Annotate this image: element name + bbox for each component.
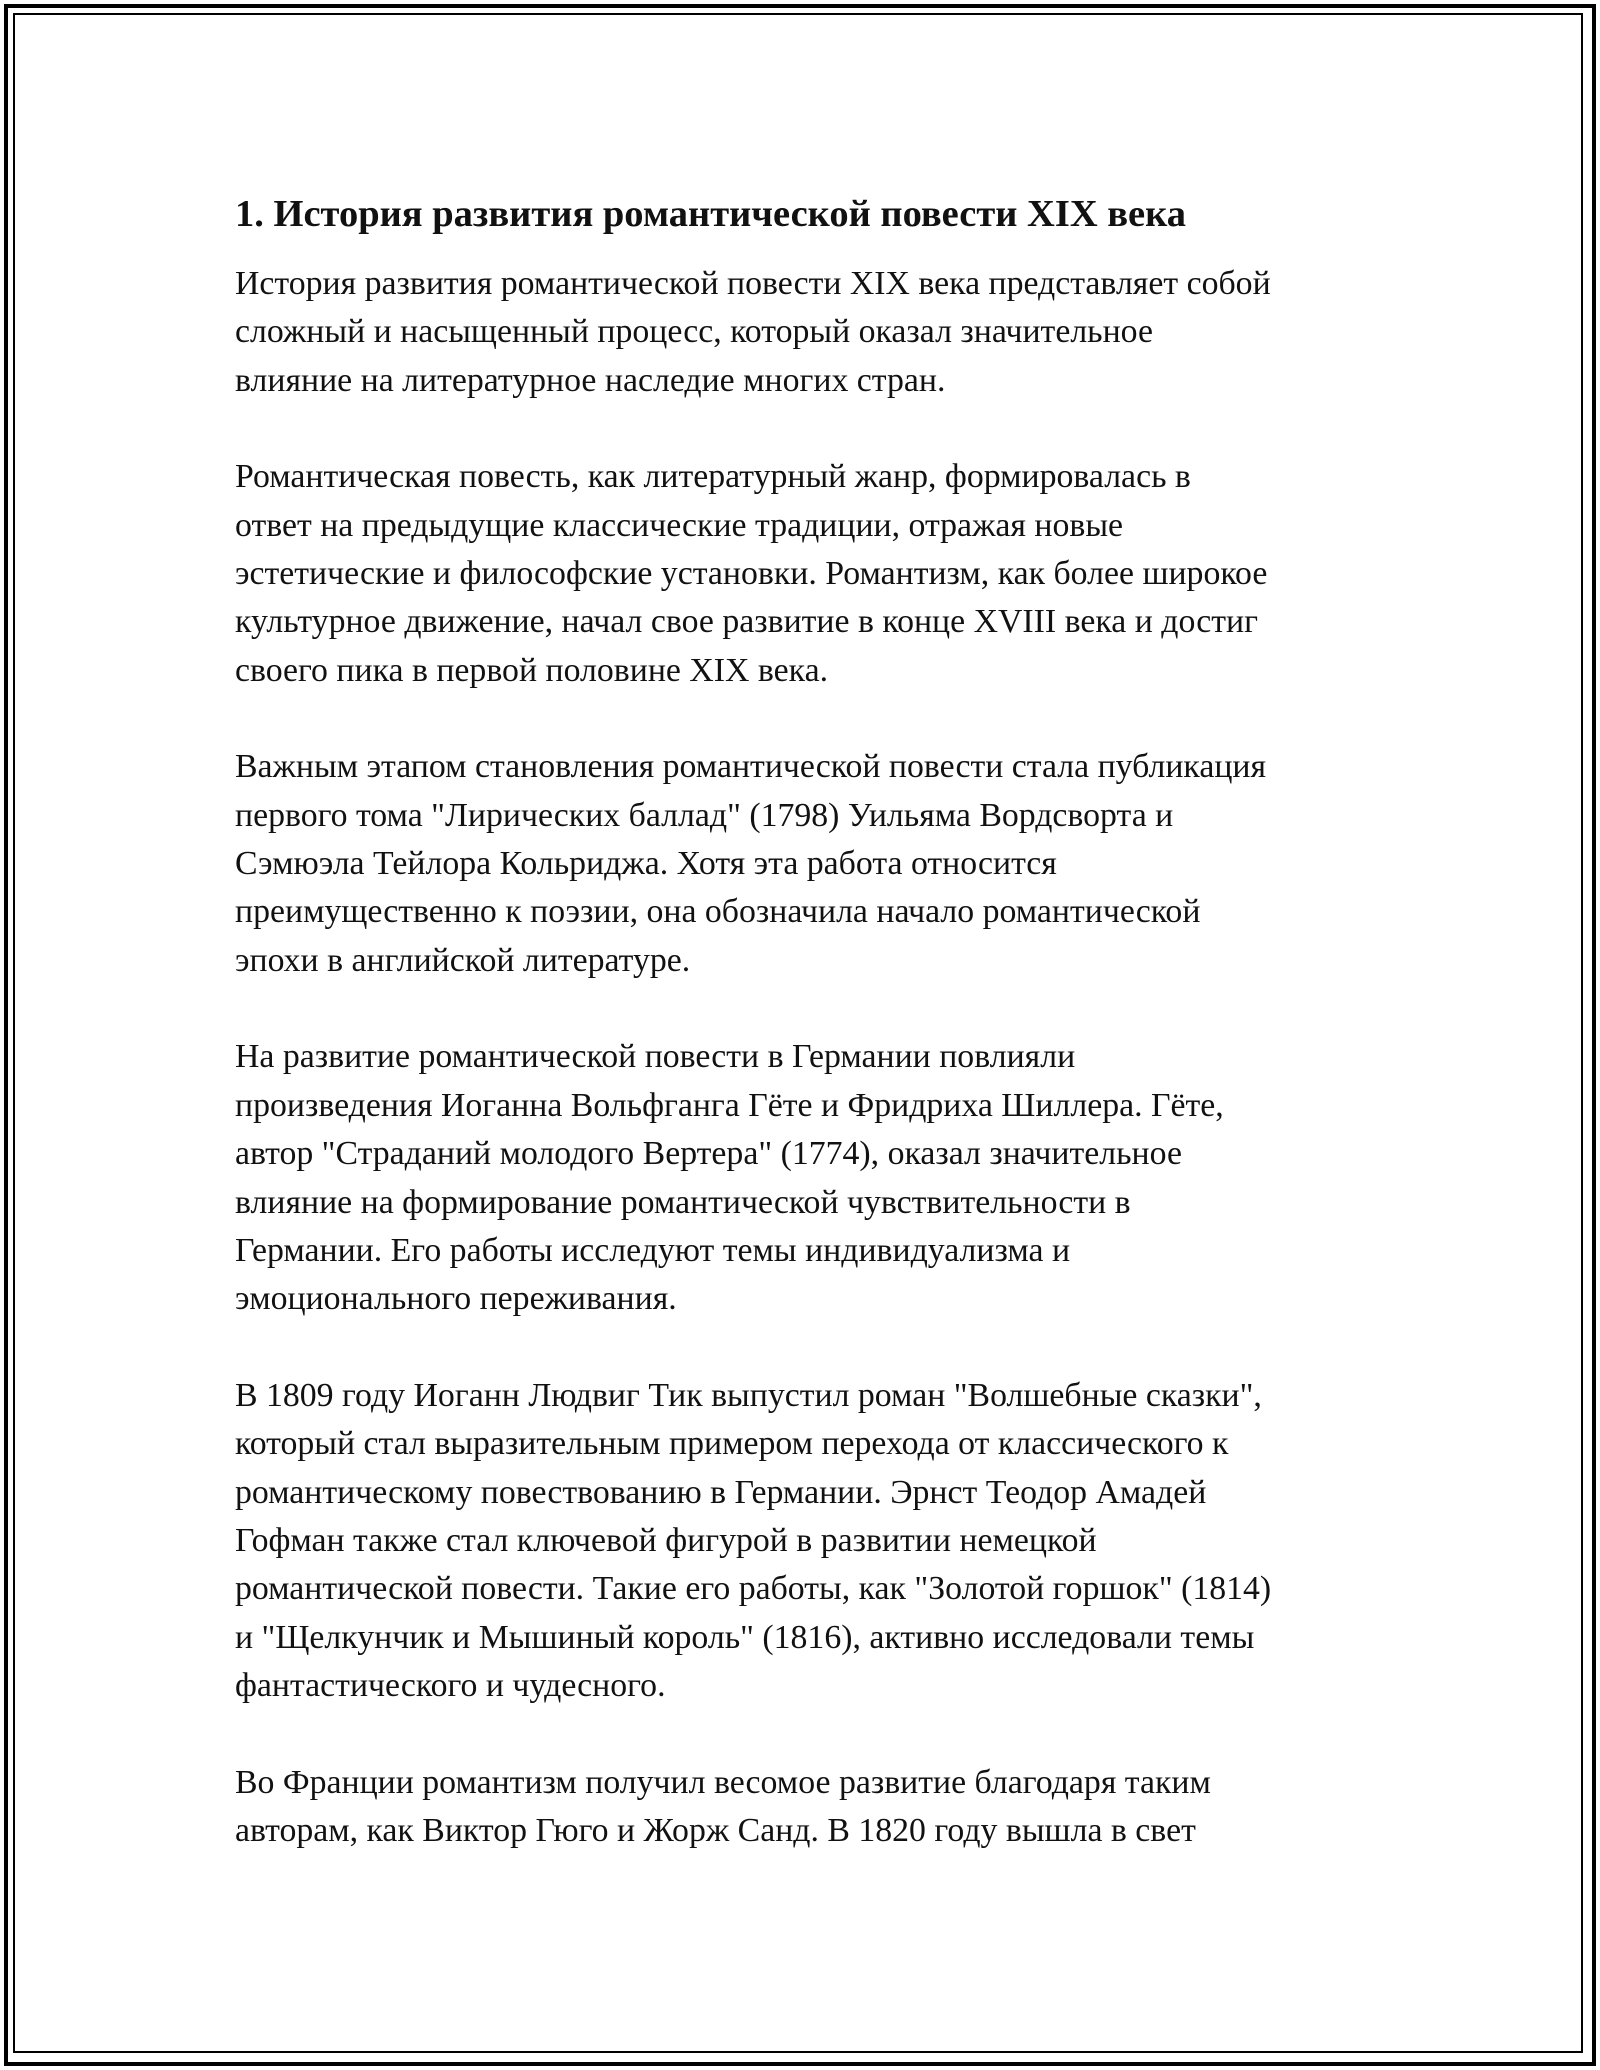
paragraph-line: История развития романтической повести XIX века представляет собой <box>235 265 1271 302</box>
paragraph <box>235 260 1385 405</box>
paragraph-line: фантастического и чудесного. <box>235 1667 666 1705</box>
paragraph-line: культурное движение, начал свое развитие в конце XVIII века и достиг <box>235 603 1258 641</box>
document-body <box>235 186 1385 1903</box>
paragraph-line: романтической повести. Такие его работы, как "Золотой горшок" (1814) <box>235 1570 1272 1608</box>
paragraph-line: который стал выразительным примером перехода от классического к <box>235 1425 1229 1463</box>
paragraph-line: сложный и насыщенный процесс, который оказал значительное <box>235 313 1153 351</box>
paragraph-line: эмоционального переживания. <box>235 1280 677 1318</box>
paragraph <box>235 743 1385 985</box>
paragraph-line: Во Франции романтизм получил весомое развитие благодаря таким <box>235 1763 1211 1801</box>
paragraph-line: ответ на предыдущие классические традиции, отражая новые <box>235 506 1124 544</box>
paragraph-line: авторам, как Виктор Гюго и Жорж Санд. В 1820 году вышла в свет <box>235 1811 1196 1849</box>
paragraph-line: Важным этапом становления романтической повести стала публикация <box>235 748 1267 786</box>
paragraph-line: произведения Иоганна Вольфганга Гёте и Фридриха Шиллера. Гёте, <box>235 1086 1224 1124</box>
paragraph-line: Романтическая повесть, как литературный жанр, формировалась в <box>235 458 1191 496</box>
paragraph <box>235 1372 1385 1711</box>
paragraph-line: эпохи в английской литературе. <box>235 941 691 979</box>
paragraph-line: эстетические и философские установки. Романтизм, как более широкое <box>235 555 1268 593</box>
paragraph-line: Сэмюэла Тейлора Кольриджа. Хотя эта работа относится <box>235 845 1057 883</box>
paragraph-line: и "Щелкунчик и Мышиный король" (1816), активно исследовали темы <box>235 1618 1255 1656</box>
paragraph-line: На развитие романтической повести в Германии повлияли <box>235 1038 1076 1076</box>
paragraph-line: влияние на формирование романтической чувствительности в <box>235 1183 1131 1221</box>
paragraph-line: В 1809 году Иоганн Людвиг Тик выпустил роман "Волшебные сказки", <box>235 1376 1262 1414</box>
paragraph-line: своего пика в первой половине XIX века. <box>235 651 829 689</box>
paragraph-line: первого тома "Лирических баллад" (1798) Уильяма Вордсворта и <box>235 796 1174 834</box>
paragraph <box>235 453 1385 695</box>
paragraph-line: Гофман также стал ключевой фигурой в развитии немецкой <box>235 1521 1097 1559</box>
paragraph-line: преимущественно к поэзии, она обозначила начало романтической <box>235 893 1201 931</box>
paragraph-line: влияние на литературное наследие многих стран. <box>235 361 946 399</box>
paragraph <box>235 1033 1385 1323</box>
paragraph-line: автор "Страданий молодого Вертера" (1774), оказал значительное <box>235 1135 1182 1173</box>
paragraph <box>235 1759 1385 1856</box>
paragraph-list <box>235 260 1385 1855</box>
section-heading: 1. История развития романтической повести XIX века <box>235 193 1186 235</box>
paragraph-line: Германии. Его работы исследуют темы индивидуализма и <box>235 1231 1071 1269</box>
paragraph-line: романтическому повествованию в Германии. Эрнст Теодор Амадей <box>235 1473 1207 1511</box>
